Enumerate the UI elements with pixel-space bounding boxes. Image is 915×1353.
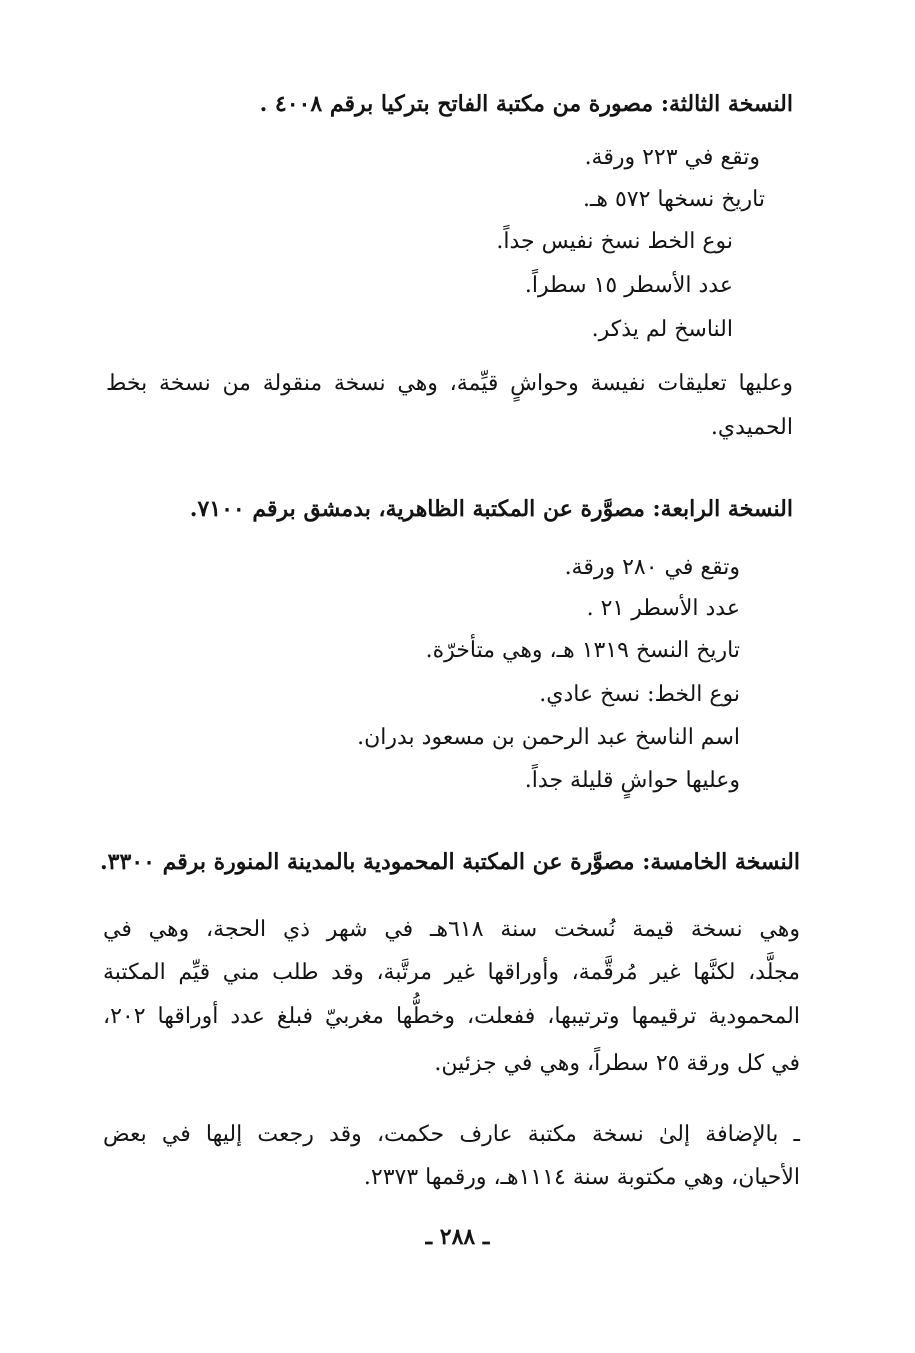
page-number: ـ ٢٨٨ ـ (425, 1224, 490, 1250)
third-copy-item-date: تاريخ نسخها ٥٧٢ هـ. (582, 187, 765, 212)
third-copy-heading-text: مصورة من مكتبة الفاتح بتركيا برقم ٤٠٠٨ . (259, 91, 654, 117)
addition-paragraph-line-1: ـ بالإضافة إلىٰ نسخة مكتبة عارف حكمت، وقد رجعت إليها في بعض (103, 1122, 800, 1147)
fifth-copy-paragraph-line-2: مجلَّد، لكنَّها غير مُرقَّمة، وأوراقها غير مرتَّبة، وقد طلب مني قيِّم المكتبة (103, 960, 800, 985)
third-copy-item-lines: عدد الأسطر ١٥ سطراً. (524, 273, 733, 298)
fifth-copy-heading-label: النسخة الخامسة: (642, 849, 800, 875)
third-copy-heading-label: النسخة الثالثة: (660, 91, 793, 117)
third-copy-heading (260, 89, 793, 119)
third-copy-item-script: نوع الخط نسخ نفيس جداً. (496, 229, 733, 254)
fourth-copy-item-date: تاريخ النسخ ١٣١٩ هـ، وهي متأخرّة. (425, 638, 740, 663)
fifth-copy-paragraph-line-4: في كل ورقة ٢٥ سطراً، وهي في جزئين. (434, 1051, 800, 1076)
fourth-copy-item-script: نوع الخط: نسخ عادي. (539, 682, 740, 707)
third-copy-paragraph-end: الحميدي. (710, 415, 793, 440)
third-copy-item-copyist: الناسخ لم يذكر. (591, 317, 733, 342)
fourth-copy-item-copyist: اسم الناسخ عبد الرحمن بن مسعود بدران. (357, 725, 740, 750)
addition-paragraph-line-2: الأحيان، وهي مكتوبة سنة ١١١٤هـ، ورقمها ٢٣٧٣. (363, 1165, 800, 1190)
fourth-copy-heading-label: النسخة الرابعة: (652, 496, 793, 522)
fifth-copy-heading (100, 847, 800, 877)
fourth-copy-item-notes: وعليها حواشٍ قليلة جداً. (524, 768, 740, 793)
third-copy-item-leaves: وتقع في ٢٢٣ ورقة. (584, 145, 760, 170)
fourth-copy-heading (190, 494, 793, 524)
fifth-copy-paragraph-line-1: وهي نسخة قيمة نُسخت سنة ٦١٨هـ في شهر ذي الحجة، وهي في (103, 917, 800, 942)
third-copy-paragraph-line: وعليها تعليقات نفيسة وحواشٍ قيِّمة، وهي نسخة منقولة من نسخة بخط (106, 371, 793, 396)
fifth-copy-paragraph-line-3: المحمودية ترقيمها وترتيبها، ففعلت، وخطُّها مغربيّ فبلغ عدد أوراقها ٢٠٢، (103, 1004, 800, 1029)
fourth-copy-heading-text: مصوَّرة عن المكتبة الظاهرية، بدمشق برقم ٧١٠٠. (189, 496, 645, 522)
fourth-copy-item-lines: عدد الأسطر ٢١ . (586, 596, 740, 621)
fifth-copy-heading-text: مصوَّرة عن المكتبة المحمودية بالمدينة المنورة برقم ٣٣٠٠. (99, 849, 635, 875)
fourth-copy-item-leaves: وتقع في ٢٨٠ ورقة. (564, 555, 740, 580)
